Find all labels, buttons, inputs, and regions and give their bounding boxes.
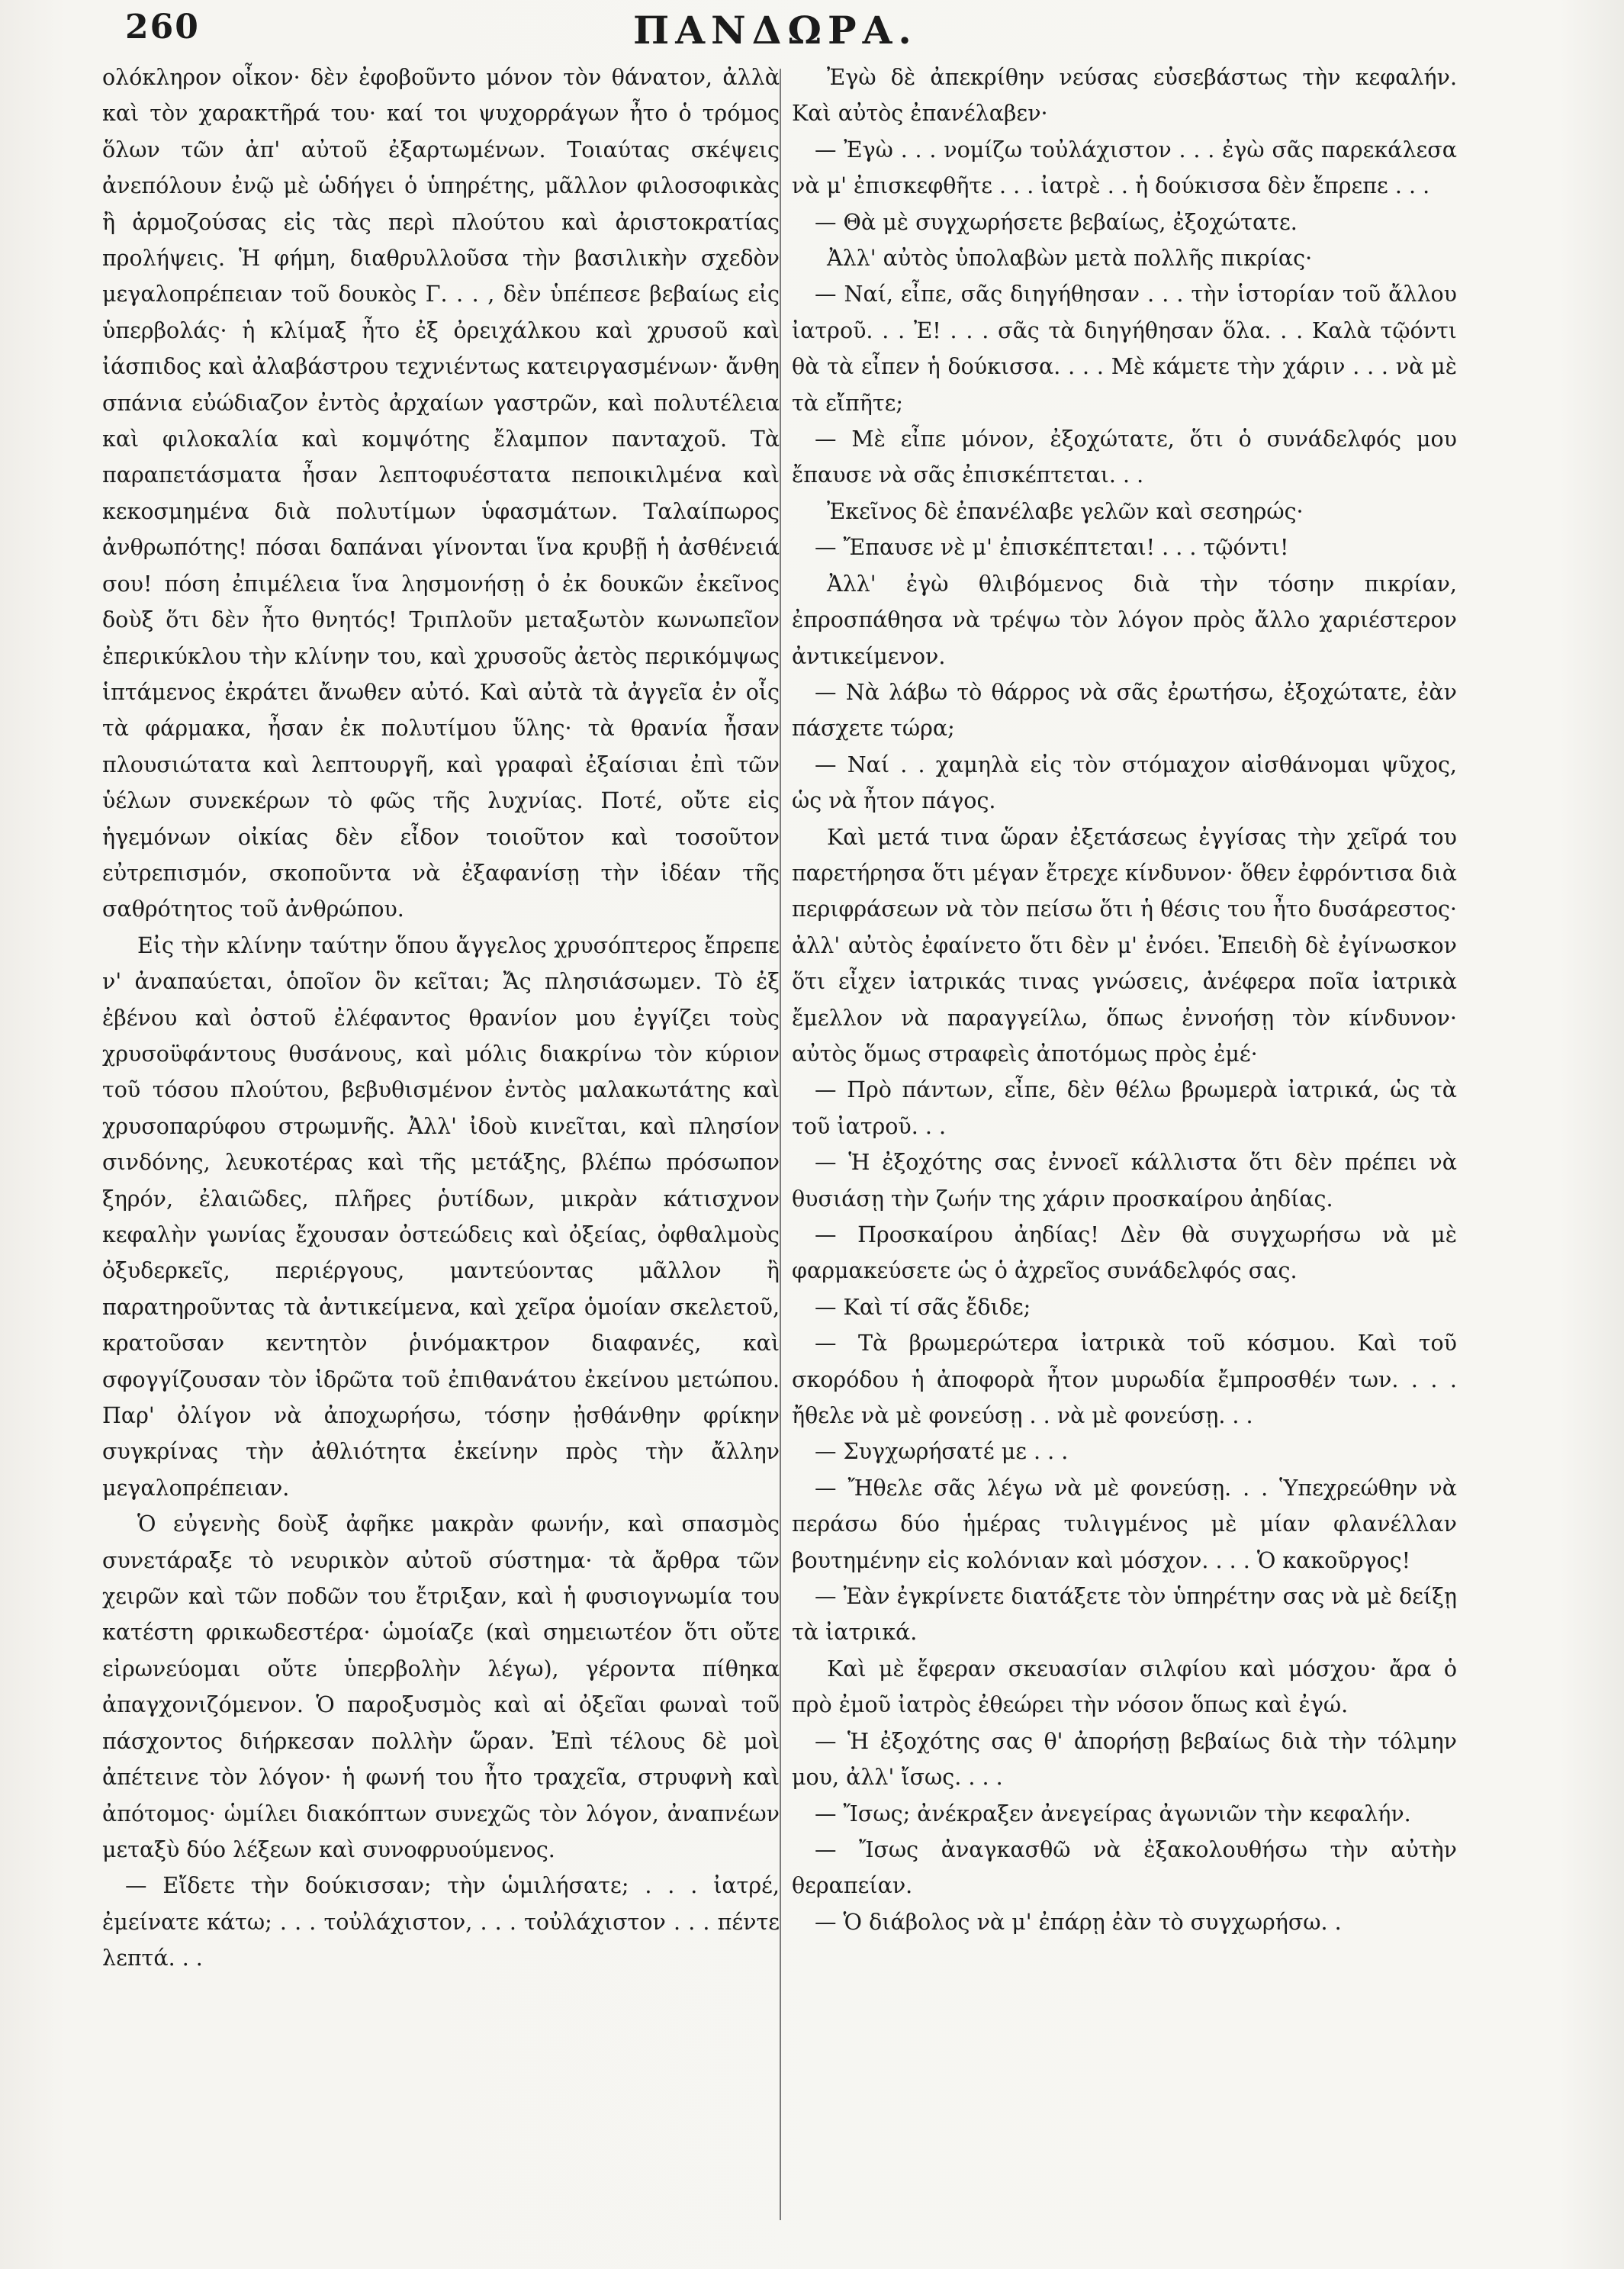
paragraph: Εἰς τὴν κλίνην ταύτην ὅπου ἄγγελος χρυσόπτερος ἔπρεπε ν' ἀναπαύεται, ὁποῖον ὃν κεῖται; Ἄς πλησιάσωμεν. Τὸ ἐξ ἐβένου καὶ ὀστοῦ ἐλέφαντος θρανίον μου ἐγγίζει τοὺς χρυσοϋφάντους θυσάνους, καὶ μόλις διακρίνω τὸν κύριον τοῦ τόσου πλούτου, βεβυθισμένον ἐντὸς μαλακωτάτης καὶ χρυσοπαρύφου στρωμνῆς. Ἀλλ' ἰδοὺ κινεῖται, καὶ πλησίον σινδόνης, λευκοτέρας καὶ τῆς μετάξης, βλέπω πρόσωπον ξηρόν, ἐλαιῶδες, πλῆρες ῥυτίδων, μικρὰν κάτισχνον κεφαλὴν γωνίας ἔχουσαν ὀστεώδεις καὶ ὀξείας, ὀφθαλμοὺς ὀξυδερκεῖς, περιέργους, μαντεύοντας μᾶλλον ἢ παρατηροῦντας τὰ ἀντικείμενα, καὶ χεῖρα ὁμοίαν σκελετοῦ, κρατοῦσαν κεντητὸν ῥινόμακτρον διαφανές, καὶ σφογγίζουσαν τὸν ἱδρῶτα τοῦ ἐπιθανάτου ἐκείνου μετώπου. Παρ' ὀλίγον νὰ ἀποχωρήσω, τόσην ᾐσθάνθην φρίκην συγκρίνας τὴν ἀθλιότητα ἐκείνην πρὸς τὴν ἄλλην μεγαλοπρέπειαν. xyxy=(102,932,780,1501)
paragraph: Ἀλλ' αὐτὸς ὑπολαβὼν μετὰ πολλῆς πικρίας· xyxy=(827,246,1313,272)
dialogue-line: — Ναί, εἶπε, σᾶς διηγήθησαν . . . τὴν ἱστορίαν τοῦ ἄλλου ἰατροῦ. . . Ἐ! . . . σᾶς τὰ διηγήθησαν ὅλα. . . Καλὰ τῷόντι θὰ τὰ εἶπεν ἡ δούκισσα. . . . Μὲ κάμετε τὴν χάριν . . . νὰ μὲ τὰ εἴπῆτε; xyxy=(792,282,1457,416)
dialogue-line: — Ἴσως; ἀνέκραξεν ἀνεγείρας ἀγωνιῶν τὴν κεφαλήν. xyxy=(815,1801,1411,1826)
dialogue-line: — Ναί . . χαμηλὰ εἰς τὸν στόμαχον αἰσθάνομαι ψῦχος, ὡς νὰ ἦτον πάγος. xyxy=(792,752,1457,814)
dialogue-line: — Μὲ εἶπε μόνον, ἐξοχώτατε, ὅτι ὁ συνάδελφός μου ἔπαυσε νὰ σᾶς ἐπισκέπτεται. . . xyxy=(792,426,1457,488)
dialogue-line: — Νὰ λάβω τὸ θάρρος νὰ σᾶς ἐρωτήσω, ἐξοχώτατε, ἐὰν πάσχετε τώρα; xyxy=(792,679,1457,742)
dialogue-line: — Εἴδετε τὴν δούκισσαν; τὴν ὡμιλήσατε; . . . ἰατρέ, ἐμείνατε κάτω; . . . τοὐλάχιστον, . . . τοὐλάχιστον . . . πέντε λεπτά. . . xyxy=(102,1873,780,1971)
left-column xyxy=(102,60,780,2242)
dialogue-line: — Τὰ βρωμερώτερα ἰατρικὰ τοῦ κόσμου. Καὶ τοῦ σκορόδου ἡ ἀποφορὰ ἦτον μυρωδία ἔμπροσθέν των. . . . ἤθελε νὰ μὲ φονεύσῃ . . νὰ μὲ φονεύσῃ. . . xyxy=(792,1331,1457,1429)
dialogue-line: — Ἴσως ἀναγκασθῶ νὰ ἐξακολουθήσω τὴν αὐτὴν θεραπείαν. xyxy=(792,1836,1457,1899)
paragraph: Ἐκεῖνος δὲ ἐπανέλαβε γελῶν καὶ σεσηρώς· xyxy=(827,498,1304,524)
right-column xyxy=(792,60,1457,2242)
paragraph: Καὶ μετά τινα ὥραν ἐξετάσεως ἐγγίσας τὴν χεῖρά του παρετήρησα ὅτι μέγαν ἔτρεχε κίνδυνον· ὅθεν ἐφρόντισα διὰ περιφράσεων νὰ τὸν πείσω ὅτι ἡ θέσις του ἦτο δυσάρεστος· ἀλλ' αὐτὸς ἐφαίνετο ὅτι δὲν μ' ἐνόει. Ἐπειδὴ δὲ ἐγίνωσκον ὅτι εἶχεν ἰατρικάς τινας γνώσεις, ἀνέφερα ποῖα ἰατρικὰ ἔμελλον νὰ παραγγείλω, ὅπως ἐννοήσῃ τὸν κίνδυνον· αὐτὸς ὅμως στραφεὶς ἀποτόμως πρὸς ἐμέ· xyxy=(792,824,1457,1067)
dialogue-line: — Καὶ τί σᾶς ἔδιδε; xyxy=(815,1294,1031,1320)
dialogue-line: — Ἐγὼ . . . νομίζω τοὐλάχιστον . . . ἐγὼ σᾶς παρεκάλεσα νὰ μ' ἐπισκεφθῆτε . . . ἰατρὲ . . ἡ δούκισσα δὲν ἔπρεπε . . . xyxy=(792,137,1457,199)
page-number: 260 xyxy=(125,8,200,47)
column-divider xyxy=(780,69,781,2220)
dialogue-line: — Θὰ μὲ συγχωρήσετε βεβαίως, ἐξοχώτατε. xyxy=(815,209,1298,235)
dialogue-line: — Ἤθελε σᾶς λέγω νὰ μὲ φονεύσῃ. . . Ὑπεχρεώθην νὰ περάσω δύο ἡμέρας τυλιγμένος μὲ μίαν φλανέλλαν βουτημένην εἰς κολόνιαν καὶ μόσχον. . . . Ὁ κακοῦργος! xyxy=(792,1475,1457,1573)
page-header xyxy=(53,5,1465,56)
dialogue-line: — Συγχωρήσατέ με . . . xyxy=(815,1439,1069,1465)
dialogue-line: — Ἡ ἐξοχότης σας ἐννοεῖ κάλλιστα ὅτι δὲν πρέπει νὰ θυσιάσῃ τὴν ζωήν της χάριν προσκαίρου ἀηδίας. xyxy=(792,1150,1457,1212)
dialogue-line: — Ἐὰν ἐγκρίνετε διατάξετε τὸν ὑπηρέτην σας νὰ μὲ δείξῃ τὰ ἰατρικά. xyxy=(792,1584,1457,1646)
paragraph: ολόκληρον οἶκον· δὲν ἐφοβοῦντο μόνον τὸν θάνατον, ἀλλὰ καὶ τὸν χαρακτῆρά του· καί τοι ψυχορράγων ἦτο ὁ τρόμος ὅλων τῶν ἀπ' αὐτοῦ ἐξαρτωμένων. Τοιαύτας σκέψεις ἀνεπόλουν ἐνῷ μὲ ὡδήγει ὁ ὑπηρέτης, μᾶλλον φιλοσοφικὰς ἢ ἁρμοζούσας εἰς τὰς περὶ πλούτου καὶ ἀριστοκρατίας προλήψεις. Ἡ φήμη, διαθρυλλοῦσα τὴν βασιλικὴν σχεδὸν μεγαλοπρέπειαν τοῦ δουκὸς Γ. . . , δὲν ὑπέπεσε βεβαίως εἰς ὑπερβολάς· ἡ κλίμαξ ἦτο ἐξ ὀρειχάλκου καὶ χρυσοῦ καὶ ἰάσπιδος καὶ ἀλαβάστρου τεχνιέντως κατειργασμένων· ἄνθη σπάνια εὐώδιαζον ἐντὸς ἀρχαίων γαστρῶν, καὶ πολυτέλεια καὶ φιλοκαλία καὶ κομψότης ἔλαμπον πανταχοῦ. Τὰ παραπετάσματα ἦσαν λεπτοφυέστατα πεποικιλμένα καὶ κεκοσμημένα διὰ πολυτίμων ὑφασμάτων. Ταλαίπωρος ἀνθρωπότης! πόσαι δαπάναι γίνονται ἵνα κρυβῇ ἡ ἀσθένειά σου! πόση ἐπιμέλεια ἵνα λησμονήσῃ ὁ ἐκ δουκῶν ἐκεῖνος δοὺξ ὅτι δὲν ἦτο θνητός! Τριπλοῦν μεταξωτὸν κωνωπεῖον ἐπερικύκλου τὴν κλίνην του, καὶ χρυσοῦς ἀετὸς περικόμψως ἱπτάμενος ἐκράτει ἄνωθεν αὐτό. Καὶ αὐτὰ τὰ ἀγγεῖα ἐν οἷς τὰ φάρμακα, ἦσαν ἐκ πολυτίμου ὕλης· τὰ θρανία ἦσαν πλουσιώτατα καὶ λεπτουργῆ, καὶ γραφαὶ ἐξαίσιαι ἐπὶ τῶν ὑέλων συνεκέρων τὸ φῶς τῆς λυχνίας. Ποτέ, οὔτε εἰς ἡγεμόνων οἰκίας δὲν εἶδον τοιοῦτον καὶ τοσοῦτον εὐτρεπισμόν, σκοποῦντα νὰ ἐξαφανίσῃ τὴν ἰδέαν τῆς σαθρότητος τοῦ ἀνθρώπου. xyxy=(102,65,780,922)
dialogue-line: — Ἡ ἐξοχότης σας θ' ἀπορήσῃ βεβαίως διὰ τὴν τόλμην μου, ἀλλ' ἴσως. . . . xyxy=(792,1728,1457,1791)
paragraph: Καὶ μὲ ἔφεραν σκευασίαν σιλφίου καὶ μόσχου· ἄρα ὁ πρὸ ἐμοῦ ἰατρὸς ἐθεώρει τὴν νόσον ὅπως καὶ ἐγώ. xyxy=(792,1656,1457,1718)
dialogue-line: — Ἔπαυσε νὲ μ' ἐπισκέπτεται! . . . τῷόντι! xyxy=(815,535,1289,561)
paragraph: Ἐγὼ δὲ ἀπεκρίθην νεύσας εὐσεβάστως τὴν κεφαλήν. Καὶ αὐτὸς ἐπανέλαβεν· xyxy=(792,65,1457,127)
paragraph: Ὁ εὐγενὴς δοὺξ ἀφῆκε μακρὰν φωνήν, καὶ σπασμὸς συνετάραξε τὸ νευρικὸν αὐτοῦ σύστημα· τὰ ἄρθρα τῶν χειρῶν καὶ τῶν ποδῶν του ἔτριξαν, καὶ ἡ φυσιογνωμία του κατέστη φρικωδεστέρα· ὡμοίαζε (καὶ σημειωτέον ὅτι οὔτε εἰρωνεύομαι οὔτε ὑπερβολὴν λέγω), γέροντα πίθηκα ἀπαγχονιζόμενον. Ὁ παροξυσμὸς καὶ αἱ ὀξεῖαι φωναὶ τοῦ πάσχοντος διήρκεσαν πολλὴν ὥραν. Ἐπὶ τέλους δὲ μοὶ ἀπέτεινε τὸν λόγον· ἡ φωνή του ἦτο τραχεῖα, στρυφνὴ καὶ ἀπότομος· ὡμίλει διακόπτων συνεχῶς τὸν λόγον, ἀναπνέων μεταξὺ δύο λέξεων καὶ συνοφρυούμενος. xyxy=(102,1511,780,1862)
running-head-title: ΠΑΝΔΩΡΑ. xyxy=(633,8,918,53)
paragraph: Ἀλλ' ἐγὼ θλιβόμενος διὰ τὴν τόσην πικρίαν, ἐπροσπάθησα νὰ τρέψω τὸν λόγον πρὸς ἄλλο χαριέστερον ἀντικείμενον. xyxy=(792,571,1457,669)
dialogue-line: — Πρὸ πάντων, εἶπε, δὲν θέλω βρωμερὰ ἰατρικά, ὡς τὰ τοῦ ἰατροῦ. . . xyxy=(792,1077,1457,1139)
dialogue-line: — Προσκαίρου ἀηδίας! Δὲν θὰ συγχωρήσω νὰ μὲ φαρμακεύσετε ὡς ὁ ἀχρεῖος συνάδελφός σας. xyxy=(792,1222,1457,1284)
dialogue-line: — Ὁ διάβολος νὰ μ' ἐπάρῃ ἐὰν τὸ συγχωρήσω. . xyxy=(815,1909,1342,1935)
